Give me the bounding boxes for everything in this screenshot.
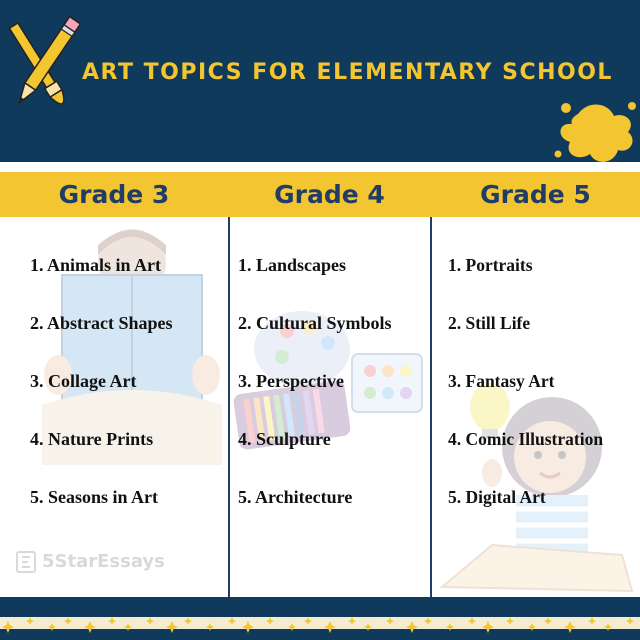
sparkle-icon <box>266 617 274 625</box>
sparkle-icon <box>626 617 634 625</box>
watermark-text: 5StarEssays <box>42 551 165 572</box>
topic-item: 3. Perspective <box>238 371 344 391</box>
sparkle-icon <box>108 617 116 625</box>
sparkle-icon <box>406 621 418 633</box>
pencil-and-brush-icon <box>4 6 82 124</box>
footer-band <box>0 597 640 640</box>
header-separator <box>0 162 640 172</box>
sparkle-icon <box>324 621 336 633</box>
sparkle-icon <box>506 617 514 625</box>
topic-item: 3. Fantasy Art <box>448 371 555 391</box>
topic-item: 1. Portraits <box>448 255 533 275</box>
sparkle-icon <box>468 617 476 625</box>
sparkle-icon <box>166 621 178 633</box>
sparkle-icon <box>364 623 372 631</box>
topics-area <box>0 217 640 597</box>
sparkle-icon <box>386 617 394 625</box>
topic-item: 2. Cultural Symbols <box>238 313 392 333</box>
sparkle-icon <box>64 617 72 625</box>
page-title: ART TOPICS FOR ELEMENTARY SCHOOL <box>82 60 613 85</box>
watermark <box>16 551 165 573</box>
topic-item: 3. Collage Art <box>30 371 137 391</box>
topic-item: 1. Landscapes <box>238 255 347 275</box>
sparkle-icon <box>48 623 56 631</box>
column-divider-1 <box>228 217 230 597</box>
grade-5-heading: Grade 5 <box>480 180 591 209</box>
sparkle-icon <box>288 623 296 631</box>
sparkle-icon <box>242 621 254 633</box>
sparkle-decoration-icon <box>0 611 640 637</box>
sparkle-icon <box>544 617 552 625</box>
topic-item: 5. Digital Art <box>448 487 546 507</box>
topic-item: 1. Animals in Art <box>30 255 162 275</box>
sparkle-icon <box>26 617 34 625</box>
sparkle-icon <box>348 617 356 625</box>
grade-3-heading: Grade 3 <box>58 180 170 209</box>
topic-item: 2. Still Life <box>448 313 531 333</box>
sparkle-icon <box>604 623 612 631</box>
sparkle-icon <box>528 623 536 631</box>
sparkle-icon <box>588 617 596 625</box>
topic-item: 4. Comic Illustration <box>448 429 604 449</box>
sparkle-icon <box>2 621 14 633</box>
sparkle-icon <box>146 617 154 625</box>
topic-item: 5. Seasons in Art <box>30 487 159 507</box>
topic-item: 5. Architecture <box>238 487 353 507</box>
sparkle-icon <box>228 617 236 625</box>
sparkle-icon <box>482 621 494 633</box>
topic-item: 4. Sculpture <box>238 429 331 449</box>
sparkle-icon <box>304 617 312 625</box>
5staressays-logo-icon <box>16 551 36 573</box>
grade-header-band <box>0 172 640 217</box>
header-banner <box>0 0 640 162</box>
sparkle-icon <box>564 621 576 633</box>
sparkle-icon <box>206 623 214 631</box>
sparkle-icon <box>424 617 432 625</box>
sparkle-icon <box>124 623 132 631</box>
paint-splash-icon <box>548 92 640 172</box>
grade-4-heading: Grade 4 <box>274 180 385 209</box>
topic-item: 2. Abstract Shapes <box>30 313 173 333</box>
sparkle-icon <box>84 621 96 633</box>
topic-item: 4. Nature Prints <box>30 429 154 449</box>
sparkle-icon <box>446 623 454 631</box>
sparkle-icon <box>184 617 192 625</box>
